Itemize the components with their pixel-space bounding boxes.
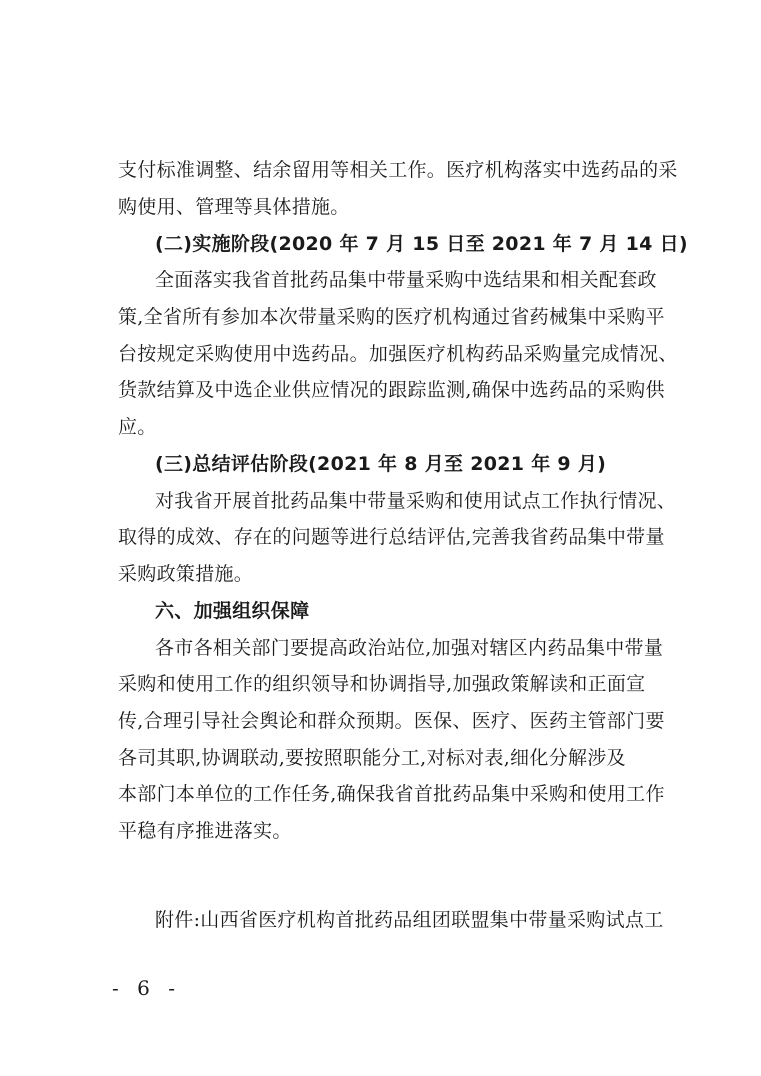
body-line-15: 采购和使用工作的组织领导和协调指导,加强政策解读和正面宣 — [118, 673, 646, 695]
body-line-8: 应。 — [118, 416, 157, 438]
body-line-11: 取得的成效、存在的问题等进行总结评估,完善我省药品集中带量 — [118, 526, 665, 548]
page-number: - 6 - — [112, 976, 181, 1000]
body-line-7: 货款结算及中选企业供应情况的跟踪监测,确保中选药品的采购供 — [118, 379, 665, 401]
body-line-10: 对我省开展首批药品集中带量采购和使用试点工作执行情况、 — [155, 490, 677, 512]
body-line-6: 台按规定采购使用中选药品。加强医疗机构药品采购量完成情况、 — [118, 343, 678, 365]
body-line-12: 采购政策措施。 — [118, 563, 254, 585]
subheading-implementation-stage: (二)实施阶段(2020 年 7 月 15 日至 2021 年 7 月 14 日) — [155, 233, 688, 255]
body-line-1: 支付标准调整、结余留用等相关工作。医疗机构落实中选药品的采 — [118, 159, 678, 181]
body-line-5: 策,全省所有参加本次带量采购的医疗机构通过省药械集中采购平 — [118, 306, 665, 328]
body-line-17: 各司其职,协调联动,要按照职能分工,对标对表,细化分解涉及 — [118, 747, 626, 769]
body-line-16: 传,合理引导社会舆论和群众预期。医保、医疗、医药主管部门要 — [118, 710, 665, 732]
body-line-4: 全面落实我省首批药品集中带量采购中选结果和相关配套政 — [155, 269, 657, 291]
body-line-2: 购使用、管理等具体措施。 — [118, 196, 350, 218]
body-line-14: 各市各相关部门要提高政治站位,加强对辖区内药品集中带量 — [155, 637, 664, 659]
subheading-evaluation-stage: (三)总结评估阶段(2021 年 8 月至 2021 年 9 月) — [155, 453, 607, 475]
body-line-18: 本部门本单位的工作任务,确保我省首批药品集中采购和使用工作 — [118, 783, 665, 805]
attachment-line: 附件:山西省医疗机构首批药品组团联盟集中带量采购试点工 — [155, 909, 664, 931]
section-heading-organization: 六、加强组织保障 — [155, 600, 310, 622]
body-line-19: 平稳有序推进落实。 — [118, 820, 292, 842]
